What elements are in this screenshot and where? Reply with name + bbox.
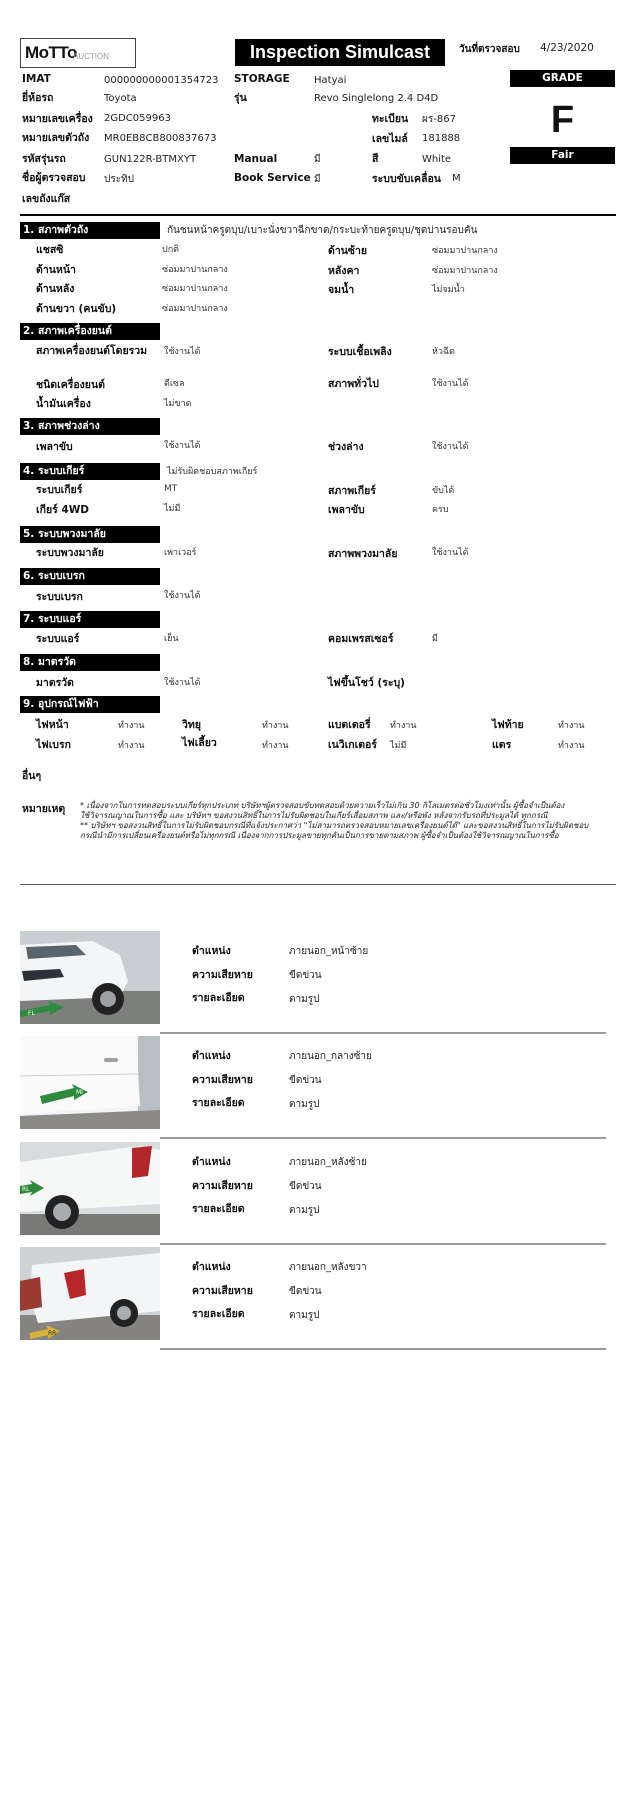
header-divider bbox=[20, 214, 616, 216]
damage-4-position-label: ตำแหน่ง bbox=[192, 1261, 231, 1273]
photo-tag: FL bbox=[28, 1010, 35, 1017]
air-system-label: ระบบแอร์ bbox=[36, 633, 80, 645]
imat-value: 000000000001354723 bbox=[104, 75, 219, 86]
car-middle-left-image bbox=[20, 1036, 160, 1129]
damage-3-position-value: ภายนอก_หลังซ้าย bbox=[289, 1157, 367, 1168]
section-air-title: 7. ระบบแอร์ bbox=[20, 611, 160, 628]
radio-value: ทำงาน bbox=[262, 721, 289, 731]
damage-1-type-label: ความเสียหาย bbox=[192, 969, 253, 981]
damage-photo-front-left[interactable] bbox=[20, 931, 160, 1024]
damage-3-type-label: ความเสียหาย bbox=[192, 1180, 253, 1192]
damage-2-detail-label: รายละเอียด bbox=[192, 1097, 245, 1109]
taillight-label: ไฟท้าย bbox=[492, 719, 524, 731]
section-steering-title: 5. ระบบพวงมาลัย bbox=[20, 526, 160, 543]
brake-system-label: ระบบเบรก bbox=[36, 591, 83, 603]
battery-label: แบตเตอรี่ bbox=[328, 719, 371, 731]
damage-2-position-label: ตำแหน่ง bbox=[192, 1050, 231, 1062]
damage-3-detail-label: รายละเอียด bbox=[192, 1203, 245, 1215]
gear-4wd-label: เกียร์ 4WD bbox=[36, 504, 89, 516]
color-label: สี bbox=[372, 153, 379, 165]
chassis-number-value: MR0EB8CB800837673 bbox=[104, 133, 217, 144]
car-rear-right-image bbox=[20, 1247, 160, 1340]
turn-signal-label: ไฟเลี้ยว bbox=[182, 737, 217, 749]
headlight-label: ไฟหน้า bbox=[36, 719, 69, 731]
page-divider bbox=[20, 884, 616, 885]
engine-oil-value: ไม่ขาด bbox=[164, 399, 192, 409]
gear-system-value: MT bbox=[164, 484, 178, 494]
battery-value: ทำงาน bbox=[390, 721, 417, 731]
inspection-date-label: วันที่ตรวจสอบ bbox=[459, 44, 520, 55]
front-label: ด้านหน้า bbox=[36, 264, 76, 276]
damage-1-type-value: ขีดข่วน bbox=[289, 970, 322, 981]
body-note: กันชนหน้าครูดบุบ/เบาะนั่งขวาฉีกขาด/กระบะท้ายครูดบุบ/ชุดบ่านรอบคัน bbox=[167, 225, 478, 236]
photo-tag: RL bbox=[22, 1186, 30, 1193]
air-system-value: เย็น bbox=[164, 634, 179, 644]
remarks-label: หมายเหตุ bbox=[22, 803, 66, 815]
steering-system-value: เพาเวอร์ bbox=[164, 548, 197, 558]
inspector-value: ประทิป bbox=[104, 174, 135, 185]
damage-2-type-label: ความเสียหาย bbox=[192, 1074, 253, 1086]
gear-note: ไม่รับผิดชอบสภาพเกียร์ bbox=[167, 467, 258, 477]
photo-tag: RR bbox=[48, 1330, 57, 1337]
damage-1-position-value: ภายนอก_หน้าซ้าย bbox=[289, 946, 369, 957]
general-condition-label: สภาพทั่วไป bbox=[328, 378, 379, 390]
color-value: White bbox=[422, 154, 452, 165]
manual-value: มี bbox=[314, 154, 321, 165]
model-label: รุ่น bbox=[234, 92, 247, 104]
photo-tag: MI bbox=[76, 1089, 83, 1096]
grade-label: GRADE bbox=[510, 70, 615, 87]
section-suspension-title: 3. สภาพช่วงล่าง bbox=[20, 418, 160, 435]
logo-subtext: AUCTION bbox=[73, 52, 109, 61]
section-engine-title: 2. สภาพเครื่องยนต์ bbox=[20, 323, 160, 340]
rear-value: ซ่อมมาปานกลาง bbox=[162, 284, 228, 294]
engine-number-value: 2GDC059963 bbox=[104, 113, 171, 124]
damage-2-separator bbox=[160, 1137, 606, 1139]
inspection-date-value: 4/23/2020 bbox=[540, 42, 594, 54]
section-body-title: 1. สภาพตัวถัง bbox=[20, 222, 160, 239]
car-front-left-image bbox=[20, 931, 160, 1024]
section-gauge-title: 8. มาตรวัด bbox=[20, 654, 160, 671]
book-service-value: มี bbox=[314, 174, 321, 185]
taillight-value: ทำงาน bbox=[558, 721, 585, 731]
gas-tank-number-label: เลขถังแก๊ส bbox=[22, 193, 71, 205]
fuel-system-label: ระบบเชื้อเพลิง bbox=[328, 346, 392, 358]
drive-system-value: M bbox=[452, 173, 461, 184]
steering-condition-label: สภาพพวงมาลัย bbox=[328, 548, 398, 560]
front-value: ซ่อมมาปานกลาง bbox=[162, 265, 228, 275]
navigator-value: ไม่มี bbox=[390, 741, 407, 751]
undercarriage-label: ช่วงล่าง bbox=[328, 441, 364, 453]
brand-label: ยี่ห้อรถ bbox=[22, 92, 54, 104]
general-condition-value: ใช้งานได้ bbox=[432, 379, 469, 389]
remarks-line-2: ใช้วิจารณญาณในการซื้อ และ บริษัทฯ ขอสงวนสิทธิ์ในการไม่รับผิดชอบในเกียร์เสื่อมสภาพ และ/หรือพัง หลังจากรับรถที่ประมูลได้ ทุกกรณี bbox=[80, 811, 548, 820]
other-label: อื่นๆ bbox=[22, 770, 42, 782]
right-side-label: ด้านขวา (คนขับ) bbox=[36, 303, 117, 315]
chassis-label: แชสซิ bbox=[36, 244, 64, 256]
damage-4-detail-value: ตามรูป bbox=[289, 1310, 320, 1321]
storage-value: Hatyai bbox=[314, 75, 347, 86]
engine-type-label: ชนิดเครื่องยนต์ bbox=[36, 379, 105, 391]
damage-4-detail-label: รายละเอียด bbox=[192, 1308, 245, 1320]
damage-2-type-value: ขีดข่วน bbox=[289, 1075, 322, 1086]
damage-1-position-label: ตำแหน่ง bbox=[192, 945, 231, 957]
imat-label: IMAT bbox=[22, 73, 51, 85]
brakelight-label: ไฟเบรก bbox=[36, 739, 71, 751]
gear-condition-value: ขับได้ bbox=[432, 486, 455, 496]
damage-1-separator bbox=[160, 1032, 606, 1034]
damage-3-type-value: ขีดข่วน bbox=[289, 1181, 322, 1192]
company-logo bbox=[20, 38, 136, 68]
horn-value: ทำงาน bbox=[558, 741, 585, 751]
radio-label: วิทยุ bbox=[182, 719, 201, 731]
mileage-label: เลขไมล์ bbox=[372, 133, 408, 145]
damage-1-detail-label: รายละเอียด bbox=[192, 992, 245, 1004]
drive-shaft-label: เพลาขับ bbox=[36, 441, 73, 453]
gauge-label: มาตรวัด bbox=[36, 677, 74, 689]
flood-value: ไม่จมน้ำ bbox=[432, 285, 465, 295]
engine-overall-label: สภาพเครื่องยนต์โดยรวม bbox=[36, 345, 148, 357]
remarks-line-3: ** บริษัทฯ ขอสงวนสิทธิ์ในการไม่รับผิดชอบกรณีที่แจ้งประกาศว่า "ไม่สามารถตรวจสอบหมายเลขเครื่องยนต์ได้" และขอสงวนสิทธิ์ในการไม่รับผิดชอบ bbox=[80, 821, 589, 830]
engine-number-label: หมายเลขเครื่อง bbox=[22, 113, 93, 125]
gear-shaft-value: ครบ bbox=[432, 505, 449, 515]
registration-label: ทะเบียน bbox=[372, 113, 409, 125]
gear-system-label: ระบบเกียร์ bbox=[36, 484, 83, 496]
horn-label: แตร bbox=[492, 739, 512, 751]
brakelight-value: ทำงาน bbox=[118, 741, 145, 751]
damage-4-separator bbox=[160, 1348, 606, 1350]
gear-4wd-value: ไม่มี bbox=[164, 504, 181, 514]
storage-label: STORAGE bbox=[234, 73, 290, 85]
damage-3-separator bbox=[160, 1243, 606, 1245]
model-code-value: GUN122R-BTMXYT bbox=[104, 154, 197, 165]
damage-photo-rear-left[interactable] bbox=[20, 1142, 160, 1235]
turn-signal-value: ทำงาน bbox=[262, 741, 289, 751]
car-rear-left-image bbox=[20, 1142, 160, 1235]
flood-label: จมน้ำ bbox=[328, 284, 355, 296]
right-side-value: ซ่อมมาปานกลาง bbox=[162, 304, 228, 314]
grade-text: Fair bbox=[510, 147, 615, 164]
headlight-value: ทำงาน bbox=[118, 721, 145, 731]
left-side-value: ซ่อมมาปานกลาง bbox=[432, 246, 498, 256]
brand-value: Toyota bbox=[104, 93, 137, 104]
rear-label: ด้านหลัง bbox=[36, 283, 75, 295]
damage-photo-middle-left[interactable] bbox=[20, 1036, 160, 1129]
steering-condition-value: ใช้งานได้ bbox=[432, 548, 469, 558]
remarks-line-1: * เนื่องจากในการทดสอบระบบเกียร์ทุกประเภท บริษัทฯผู้ตรวจสอบขับทดสอบด้วยความเร็วไม่เกิน 30 กิโลเมตรต่อชั่วโมงเท่านั้น ผู้ซื้อจำเป็นต้อง bbox=[80, 801, 565, 810]
navigator-label: เนวิเกเตอร์ bbox=[328, 739, 377, 751]
roof-value: ซ่อมมาปานกลาง bbox=[432, 266, 498, 276]
manual-label: Manual bbox=[234, 153, 278, 165]
logo-wordmark: MoTTo bbox=[25, 43, 77, 62]
engine-type-value: ดีเซล bbox=[164, 379, 185, 389]
left-side-label: ด้านซ้าย bbox=[328, 245, 368, 257]
damage-4-position-value: ภายนอก_หลังขวา bbox=[289, 1262, 367, 1273]
drive-shaft-value: ใช้งานได้ bbox=[164, 441, 201, 451]
engine-oil-label: น้ำมันเครื่อง bbox=[36, 398, 91, 410]
model-value: Revo Singlelong 2.4 D4D bbox=[314, 93, 439, 104]
warning-lights-label: ไฟขึ้นโชว์ (ระบุ) bbox=[328, 677, 405, 689]
registration-value: ผร-867 bbox=[422, 114, 456, 125]
mileage-value: 181888 bbox=[422, 133, 461, 144]
book-service-label: Book Service bbox=[234, 172, 311, 184]
section-electrical-title: 9. อุปกรณ์ไฟฟ้า bbox=[20, 696, 160, 713]
model-code-label: รหัสรุ่นรถ bbox=[22, 153, 66, 165]
brake-system-value: ใช้งานได้ bbox=[164, 591, 201, 601]
fuel-system-value: หัวฉีด bbox=[432, 347, 455, 357]
damage-3-detail-value: ตามรูป bbox=[289, 1205, 320, 1216]
chassis-number-label: หมายเลขตัวถัง bbox=[22, 132, 90, 144]
damage-2-detail-value: ตามรูป bbox=[289, 1099, 320, 1110]
damage-4-type-label: ความเสียหาย bbox=[192, 1285, 253, 1297]
engine-overall-value: ใช้งานได้ bbox=[164, 347, 201, 357]
damage-photo-rear-right[interactable] bbox=[20, 1247, 160, 1340]
chassis-value: ปกติ bbox=[162, 245, 180, 255]
compressor-label: คอมเพรสเซอร์ bbox=[328, 633, 394, 645]
inspector-label: ชื่อผู้ตรวจสอบ bbox=[22, 172, 86, 184]
section-brake-title: 6. ระบบเบรก bbox=[20, 568, 160, 585]
damage-2-position-value: ภายนอก_กลางซ้าย bbox=[289, 1051, 372, 1062]
damage-4-type-value: ขีดข่วน bbox=[289, 1286, 322, 1297]
gear-shaft-label: เพลาขับ bbox=[328, 504, 365, 516]
gear-condition-label: สภาพเกียร์ bbox=[328, 485, 376, 497]
damage-3-position-label: ตำแหน่ง bbox=[192, 1156, 231, 1168]
grade-value: F bbox=[550, 99, 575, 141]
section-gear-title: 4. ระบบเกียร์ bbox=[20, 463, 160, 480]
page-title: Inspection Simulcast bbox=[235, 39, 445, 66]
drive-system-label: ระบบขับเคลื่อน bbox=[372, 173, 441, 185]
undercarriage-value: ใช้งานได้ bbox=[432, 442, 469, 452]
gauge-value: ใช้งานได้ bbox=[164, 678, 201, 688]
compressor-value: มี bbox=[432, 634, 438, 644]
roof-label: หลังคา bbox=[328, 265, 360, 277]
damage-1-detail-value: ตามรูป bbox=[289, 994, 320, 1005]
remarks-line-4: กรณีนำมีการเปลี่ยนเครื่องยนต์หรือไม่ทุกกรณี เนื่องจากการประมูลขายทุกคันเป็นการขายตามสภาพ ผู้ซื้อจำเป็นต้องใช้วิจารณญาณในการซื้อ bbox=[80, 831, 559, 840]
steering-system-label: ระบบพวงมาลัย bbox=[36, 547, 104, 559]
